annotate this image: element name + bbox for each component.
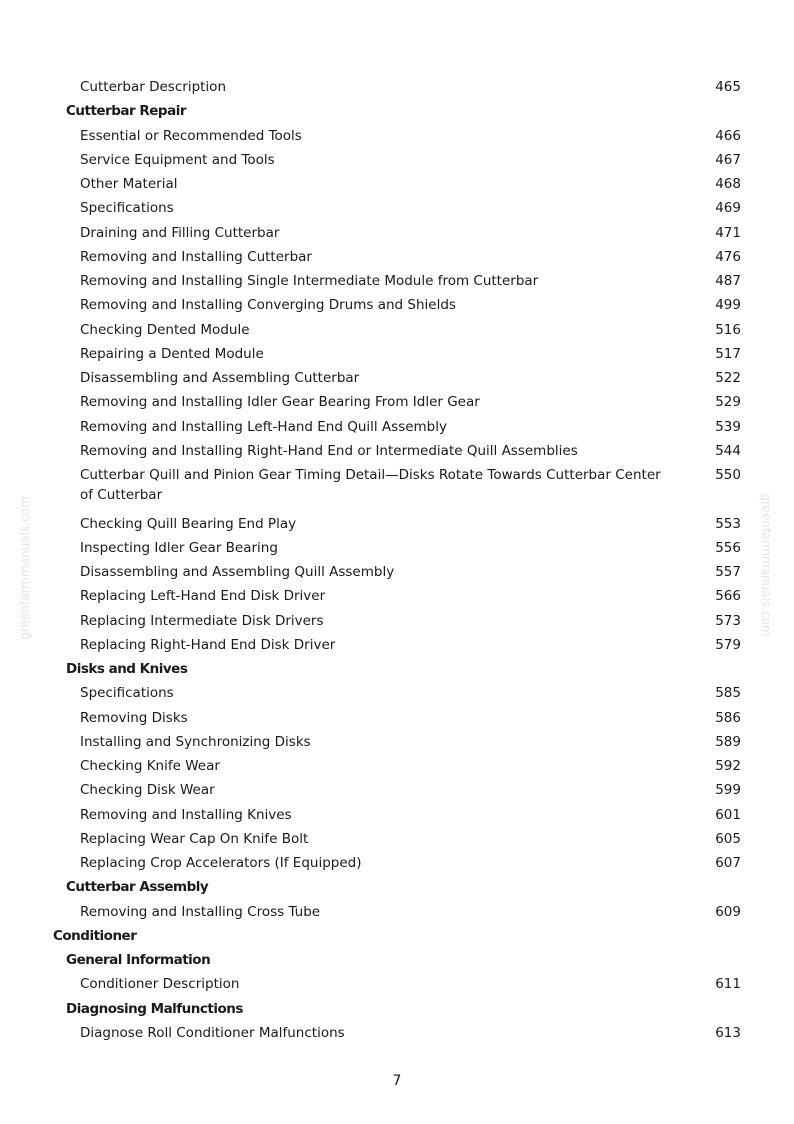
- toc-entry[interactable]: [0, 853, 794, 877]
- toc-entry-title: Diagnosing Malfunctions: [66, 1000, 243, 1017]
- toc-entry-title: Replacing Crop Accelerators (If Equipped): [80, 855, 362, 871]
- toc-entry-page: 557: [715, 564, 741, 580]
- toc-entry[interactable]: [0, 441, 794, 465]
- toc-entry-page: 599: [715, 782, 741, 799]
- toc-entry-title: Cutterbar Assembly: [66, 879, 209, 896]
- toc-entry-page: 466: [715, 127, 741, 144]
- toc-entry-title: Removing and Installing Cutterbar: [80, 248, 312, 265]
- toc-entry-page: 516: [715, 321, 741, 338]
- toc-entry-title: Disassembling and Assembling Cutterbar: [80, 370, 360, 386]
- toc-entry-title: Removing and Installing Single Intermediate Module from Cutterbar: [80, 273, 539, 289]
- toc-section-heading[interactable]: [0, 999, 794, 1023]
- toc-entry-page: 550: [715, 467, 741, 483]
- toc-entry-page: 579: [715, 636, 741, 653]
- toc-entry-title: Removing and Installing Knives: [80, 806, 292, 823]
- toc-entry[interactable]: [0, 1023, 794, 1047]
- toc-entry-page: 592: [715, 758, 741, 774]
- toc-entry[interactable]: [0, 586, 794, 610]
- toc-entry-page: 613: [715, 1024, 741, 1041]
- toc-entry-page: 556: [715, 539, 741, 556]
- toc-entry-title: Conditioner: [53, 927, 137, 944]
- watermark-right: greenfarmmanuals.com: [759, 493, 773, 637]
- toc-entry[interactable]: [0, 708, 794, 732]
- toc-entry-title: Cutterbar Description: [80, 79, 226, 95]
- toc-entry-title: General Information: [66, 952, 211, 968]
- toc-entry-title: Diagnose Roll Conditioner Malfunctions: [80, 1024, 345, 1041]
- toc-entry-page: 539: [715, 418, 741, 435]
- toc-entry-title: Removing and Installing Left-Hand End Quill Assembly: [80, 418, 447, 435]
- toc-entry-page: 529: [715, 394, 741, 411]
- toc-entry[interactable]: [0, 514, 794, 538]
- toc-entry-title: Checking Disk Wear: [80, 782, 215, 799]
- toc-entry-title: Disassembling and Assembling Quill Assembly: [80, 564, 395, 580]
- toc-section-heading[interactable]: [0, 659, 794, 683]
- toc-entry-title: Replacing Right-Hand End Disk Driver: [80, 636, 336, 653]
- toc-entry[interactable]: [0, 198, 794, 222]
- toc-entry-title: Draining and Filling Cutterbar: [80, 224, 280, 241]
- toc-entry-page: 468: [715, 176, 741, 192]
- toc-entry-page: 566: [715, 588, 741, 605]
- toc-entry-page: 467: [715, 151, 741, 168]
- toc-entry-title: Conditioner Description: [80, 976, 240, 993]
- toc-entry[interactable]: [0, 683, 794, 707]
- toc-entry[interactable]: [0, 829, 794, 853]
- toc-entry-title: Checking Knife Wear: [80, 758, 220, 774]
- toc-entry-title: Essential or Recommended Tools: [80, 127, 302, 144]
- toc-entry-page: 573: [715, 612, 741, 629]
- toc-entry-page: 586: [715, 709, 741, 726]
- toc-entry-title: Specifications: [80, 200, 174, 217]
- toc-entry-page: 499: [715, 297, 741, 314]
- toc-entry-page: 522: [715, 370, 741, 386]
- toc-entry[interactable]: [0, 368, 794, 392]
- toc-entry-title: Replacing Intermediate Disk Drivers: [80, 612, 324, 629]
- toc-entry-title: Replacing Left-Hand End Disk Driver: [80, 588, 326, 605]
- toc-entry-title: Other Material: [80, 176, 178, 192]
- toc-entry-title: Removing and Installing Right-Hand End or Intermediate Quill Assemblies: [80, 442, 578, 459]
- toc-entry-title: Cutterbar Quill and Pinion Gear Timing Detail—Disks Rotate Towards Cutterbar Center of Cutterbar: [80, 467, 661, 503]
- toc-entry[interactable]: [0, 174, 794, 198]
- toc-entry[interactable]: [0, 780, 794, 804]
- toc-entry[interactable]: [0, 417, 794, 441]
- toc-entry[interactable]: [0, 320, 794, 344]
- toc-entry-title: Replacing Wear Cap On Knife Bolt: [80, 830, 309, 847]
- toc-entry[interactable]: [0, 902, 794, 926]
- toc-entry-page: 589: [715, 733, 741, 750]
- toc-entry-page: 544: [715, 442, 741, 459]
- toc-entry-title: Removing and Installing Idler Gear Bearing From Idler Gear: [80, 394, 480, 411]
- toc-entry-title: Checking Quill Bearing End Play: [80, 515, 297, 532]
- toc-entry-page: 553: [715, 515, 741, 532]
- toc-entry-title: Checking Dented Module: [80, 321, 250, 338]
- toc-entry[interactable]: [0, 611, 794, 635]
- toc-entry-page: 609: [715, 903, 741, 920]
- toc-entry-page: 585: [715, 685, 741, 702]
- toc-entry-title: Removing Disks: [80, 709, 188, 726]
- toc-entry[interactable]: [0, 150, 794, 174]
- toc-entry[interactable]: [0, 223, 794, 247]
- toc-entry[interactable]: [0, 126, 794, 150]
- toc-entry[interactable]: [0, 465, 794, 514]
- toc-entry[interactable]: [0, 805, 794, 829]
- toc-entry-page: 611: [715, 976, 741, 993]
- toc-entry-title: Inspecting Idler Gear Bearing: [80, 539, 278, 556]
- toc-entry-title: Specifications: [80, 685, 174, 702]
- toc-entry-page: 517: [715, 345, 741, 362]
- toc-entry[interactable]: [0, 974, 794, 998]
- toc-entry-page: 476: [715, 248, 741, 265]
- toc-entry[interactable]: [0, 756, 794, 780]
- toc-section-heading[interactable]: [0, 926, 794, 950]
- toc-entry-title: Disks and Knives: [66, 661, 188, 677]
- toc-section-heading[interactable]: [0, 877, 794, 901]
- table-of-contents: [0, 77, 794, 1047]
- toc-entry[interactable]: [0, 295, 794, 319]
- toc-entry-title: Cutterbar Repair: [66, 103, 186, 120]
- toc-entry-title: Removing and Installing Converging Drums and Shields: [80, 297, 456, 314]
- toc-entry-page: 487: [715, 273, 741, 289]
- toc-entry[interactable]: [0, 77, 794, 101]
- toc-entry[interactable]: [0, 732, 794, 756]
- toc-entry-page: 601: [715, 806, 741, 823]
- toc-entry-page: 465: [715, 79, 741, 95]
- toc-entry[interactable]: [0, 344, 794, 368]
- toc-entry-page: 605: [715, 830, 741, 847]
- toc-section-heading[interactable]: [0, 101, 794, 125]
- toc-entry[interactable]: [0, 247, 794, 271]
- page-number: 7: [392, 1073, 402, 1089]
- toc-entry-page: 471: [715, 224, 741, 241]
- watermark-left: greenfarmmanuals.com: [18, 496, 32, 640]
- toc-entry[interactable]: [0, 271, 794, 295]
- toc-entry-title: Installing and Synchronizing Disks: [80, 733, 311, 750]
- toc-section-heading[interactable]: [0, 950, 794, 974]
- toc-entry[interactable]: [0, 392, 794, 416]
- toc-entry-title: Repairing a Dented Module: [80, 345, 264, 362]
- toc-entry[interactable]: [0, 562, 794, 586]
- toc-entry[interactable]: [0, 538, 794, 562]
- toc-entry-title: Removing and Installing Cross Tube: [80, 903, 321, 920]
- toc-entry-page: 469: [715, 200, 741, 217]
- toc-entry-title: Service Equipment and Tools: [80, 151, 275, 168]
- toc-entry[interactable]: [0, 635, 794, 659]
- toc-entry-page: 607: [715, 855, 741, 871]
